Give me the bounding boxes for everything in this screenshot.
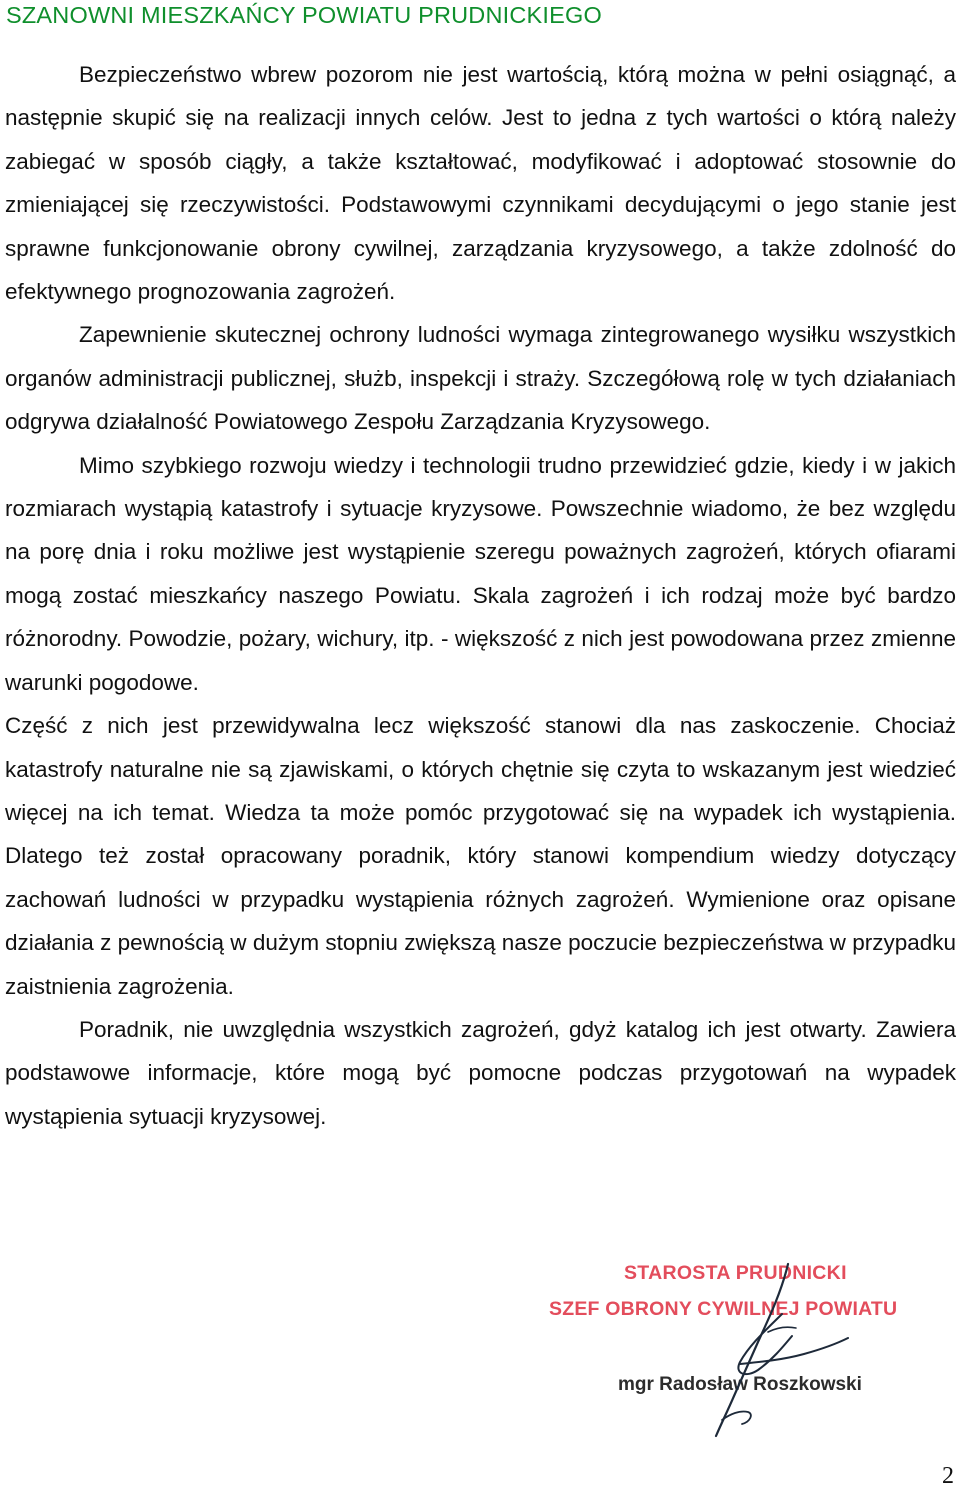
paragraph-2: Zapewnienie skutecznej ochrony ludności wymaga zintegrowanego wysiłku wszystkich organów administracji publicznej, służb, inspekcji i straży. Szczegółową rolę w tych działaniach odgrywa działalność Powiatowego Zespołu Zarządzania Kryzysowego. bbox=[5, 322, 956, 435]
paragraph-3: Mimo szybkiego rozwoju wiedzy i technologii trudno przewidzieć gdzie, kiedy i w jakich rozmiarach wystąpią katastrofy i sytuacje kryzysowe. Powszechnie wiadomo, że bez względu na porę dnia i roku możliwe jest wystąpienie szeregu poważnych zagrożeń, których ofiarami mogą zostać mieszkańcy naszego Powiatu. Skala zagrożeń i ich rodzaj może być bardzo różnorodny. Powodzie, pożary, wichury, itp. - większość z nich jest powodowana przez zmienne warunki pogodowe. bbox=[5, 452, 956, 695]
letter-body bbox=[5, 53, 956, 1138]
stamp-name: mgr Radosław Roszkowski bbox=[618, 1374, 862, 1395]
page-heading: SZANOWNI MIESZKAŃCY POWIATU PRUDNICKIEGO bbox=[6, 2, 602, 28]
stamp-title: STAROSTA PRUDNICKI bbox=[624, 1262, 847, 1284]
signature-stamp bbox=[536, 1250, 956, 1450]
handwritten-signature-icon bbox=[536, 1250, 956, 1450]
paragraph-4: Część z nich jest przewidywalna lecz większość stanowi dla nas zaskoczenie. Chociaż katastrofy naturalne nie są zjawiskami, o których chętnie się czyta to wskazanym jest wiedzieć więcej na ich temat. Wiedza ta może pomóc przygotować się na wypadek ich wystąpienia. Dlatego też został opracowany poradnik, który stanowi kompendium wiedzy dotyczący zachowań ludności w przypadku wystąpienia różnych zagrożeń. Wymienione oraz opisane działania z pewnością w dużym stopniu zwiększą nasze poczucie bezpieczeństwa w przypadku zaistnienia zagrożenia. bbox=[5, 713, 956, 999]
stamp-role: SZEF OBRONY CYWILNEJ POWIATU bbox=[549, 1298, 898, 1320]
paragraph-5: Poradnik, nie uwzględnia wszystkich zagrożeń, gdyż katalog ich jest otwarty. Zawiera podstawowe informacje, które mogą być pomocne podczas przygotowań na wypadek wystąpienia sytuacji kryzysowej. bbox=[5, 1016, 956, 1129]
paragraph-1: Bezpieczeństwo wbrew pozorom nie jest wartością, którą można w pełni osiągnąć, a następnie skupić się na realizacji innych celów. Jest to jedna z tych wartości o którą należy zabiegać w sposób ciągły, a także kształtować, modyfikować i adoptować stosownie do zmieniającej się rzeczywistości. Podstawowymi czynnikami decydującymi o jego stanie jest sprawne funkcjonowanie obrony cywilnej, zarządzania kryzysowego, a także zdolność do efektywnego prognozowania zagrożeń. bbox=[5, 62, 956, 305]
page-number: 2 bbox=[942, 1463, 954, 1489]
